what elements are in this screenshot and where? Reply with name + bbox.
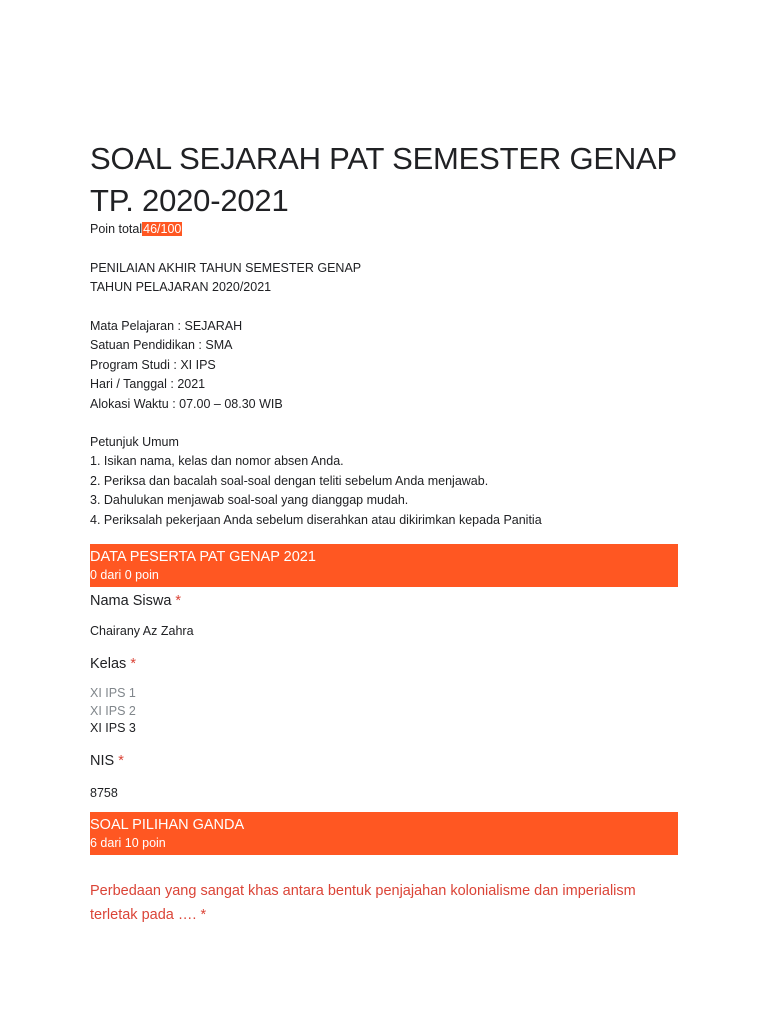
section-header-data-peserta (90, 544, 678, 587)
kelas-options (90, 685, 136, 738)
section-points: 6 dari 10 poin (90, 836, 166, 850)
instruction-line: 2. Periksa dan bacalah soal-soal dengan teliti sebelum Anda menjawab. (90, 473, 489, 488)
required-asterisk: * (130, 656, 136, 672)
info-line: Alokasi Waktu : 07.00 – 08.30 WIB (90, 396, 283, 411)
section-header-pilihan-ganda (90, 812, 678, 855)
info-line: Program Studi : XI IPS (90, 357, 216, 372)
instruction-line: 4. Periksalah pekerjaan Anda sebelum diserahkan atau dikirimkan kepada Panitia (90, 512, 542, 527)
score-value: 46/100 (143, 222, 182, 236)
question-label-kelas: Kelas * (90, 656, 136, 672)
question-label-nama: Nama Siswa * (90, 593, 182, 609)
question-1-text: Perbedaan yang sangat khas antara bentuk penjajahan kolonialisme dan imperialism terletak pada …. * (90, 883, 636, 923)
required-asterisk: * (118, 753, 124, 769)
info-line: Mata Pelajaran : SEJARAH (90, 319, 243, 333)
info-line: Hari / Tanggal : 2021 (90, 377, 206, 392)
instruction-line: 3. Dahulukan menjawab soal-soal yang dianggap mudah. (90, 493, 409, 508)
info-line: Satuan Pendidikan : SMA (90, 338, 233, 353)
instruction-line: Petunjuk Umum (90, 435, 179, 449)
form-title: SOAL SEJARAH PAT SEMESTER GENAP TP. 2020-2021 (90, 141, 677, 218)
kelas-option-selected: XI IPS 3 (90, 721, 136, 735)
total-score (90, 220, 182, 238)
kelas-option: XI IPS 2 (90, 703, 136, 718)
header-line: PENILAIAN AKHIR TAHUN SEMESTER GENAP (90, 261, 362, 275)
exam-info (90, 317, 283, 414)
section-title: SOAL PILIHAN GANDA (90, 817, 245, 833)
header-line: TAHUN PELAJARAN 2020/2021 (90, 280, 272, 295)
score-label: Poin total (90, 222, 143, 236)
kelas-option: XI IPS 1 (90, 686, 136, 700)
answer-nis: 8758 (90, 786, 118, 800)
required-asterisk: * (200, 907, 207, 923)
form-header-text (90, 259, 361, 298)
section-points: 0 dari 0 poin (90, 568, 159, 582)
instructions (90, 433, 542, 530)
section-title: DATA PESERTA PAT GENAP 2021 (90, 549, 316, 565)
required-asterisk: * (175, 593, 182, 609)
question-label-nis: NIS * (90, 753, 124, 769)
instruction-line: 1. Isikan nama, kelas dan nomor absen Anda. (90, 454, 344, 469)
answer-nama: Chairany Az Zahra (90, 624, 194, 638)
